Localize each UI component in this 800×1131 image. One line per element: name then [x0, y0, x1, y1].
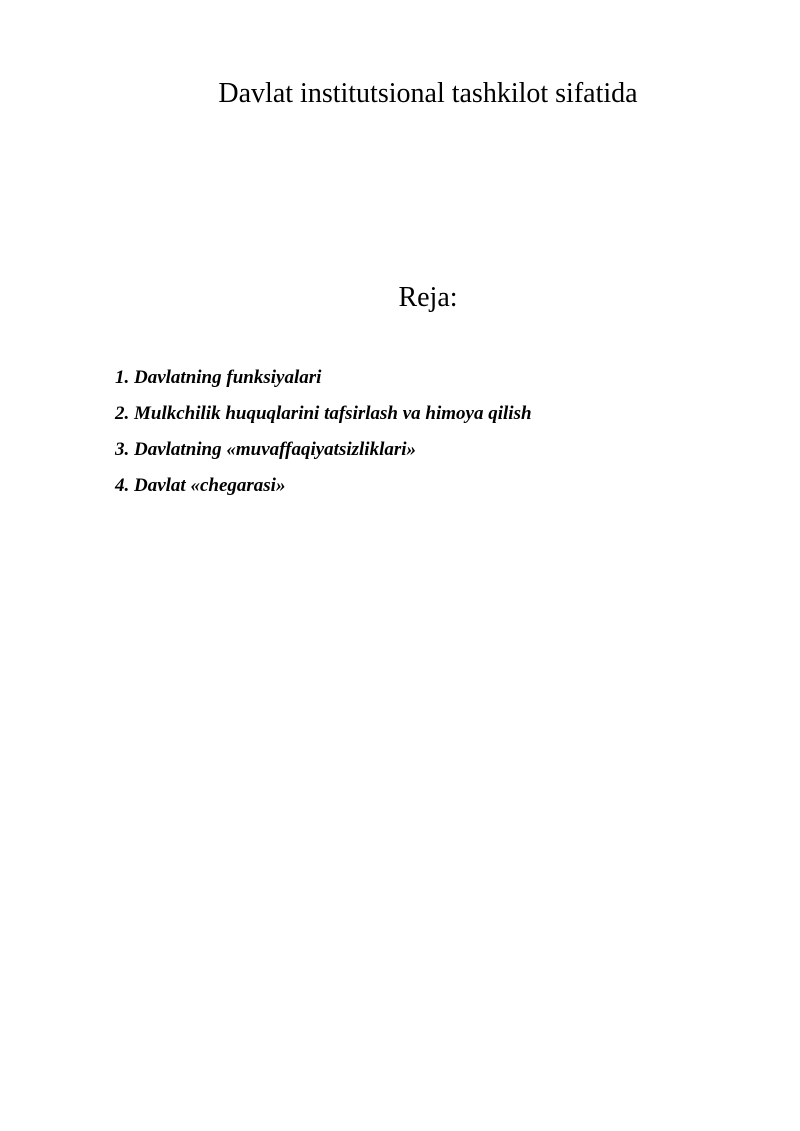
- plan-heading: Reja:: [398, 282, 458, 313]
- document-title: Davlat institutsional tashkilot sifatida: [218, 78, 638, 109]
- plan-item-2: 2. Mulkchilik huquqlarini tafsirlash va himoya qilish: [115, 403, 532, 424]
- plan-item-3: 3. Davlatning «muvaffaqiyatsizliklari»: [115, 439, 417, 460]
- plan-list: [115, 360, 532, 504]
- plan-item-1: 1. Davlatning funksiyalari: [115, 367, 322, 388]
- plan-item-4: 4. Davlat «chegarasi»: [115, 475, 286, 496]
